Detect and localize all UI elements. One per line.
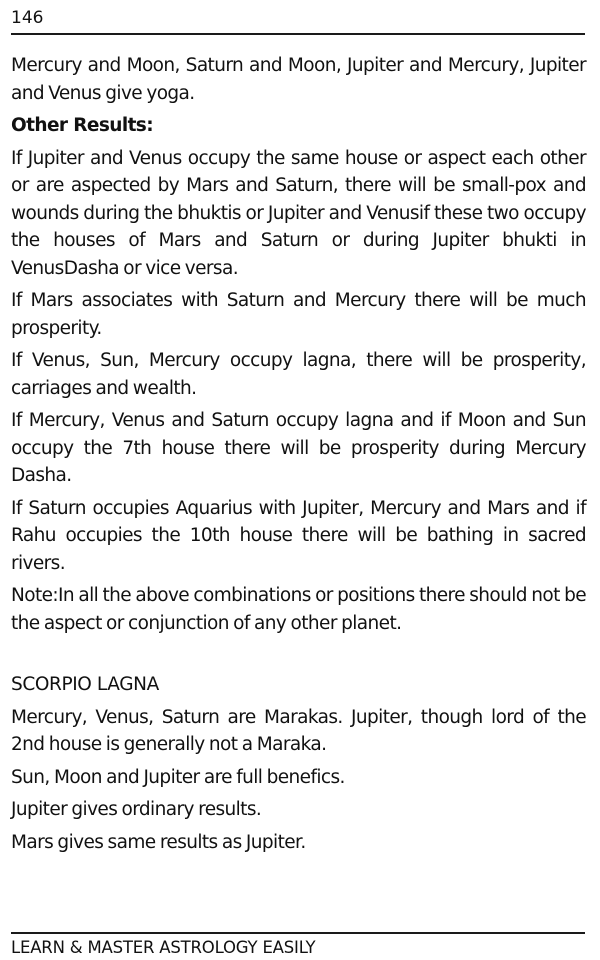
paragraph: Mercury, Venus, Saturn are Marakas. Jupiter, though lord of the 2nd house is generally not a Maraka. [11, 706, 586, 755]
paragraph: Mars gives same results as Jupiter. [11, 831, 306, 853]
header-rule [11, 33, 585, 35]
paragraph: If Mercury, Venus and Saturn occupy lagna and if Moon and Sun occupy the 7th house there will be prosperity during Mercury Dasha. [11, 410, 586, 486]
paragraph: Jupiter gives ordinary results. [11, 799, 262, 820]
paragraph: If Saturn occupies Aquarius with Jupiter, Mercury and Mars and if Rahu occupies the 10th house there will be bathing in sacred rivers. [11, 497, 586, 574]
footer-rule [11, 932, 585, 934]
page-body [11, 52, 586, 861]
paragraph: If Jupiter and Venus occupy the same house or aspect each other or are aspected by Mars and Saturn, there will be small-pox and wounds during the bhuktis or Jupiter and Venusif these two occupy the houses of Mars and Saturn or during Jupiter bhukti in VenusDasha or vice versa. [11, 147, 586, 279]
page-number: 146 [11, 8, 44, 28]
paragraph: Mercury and Moon, Saturn and Moon, Jupiter and Mercury, Jupiter and Venus give yoga. [11, 55, 586, 104]
paragraph: If Venus, Sun, Mercury occupy lagna, there will be prosperity, carriages and wealth. [11, 350, 586, 399]
paragraph: If Mars associates with Saturn and Mercury there will be much prosperity. [11, 290, 586, 339]
section-heading-other-results: Other Results: [11, 115, 154, 136]
running-footer: LEARN & MASTER ASTROLOGY EASILY [11, 938, 316, 957]
paragraph: Sun, Moon and Jupiter are full benefics. [11, 766, 345, 788]
paragraph: Note:In all the above combinations or positions there should not be the aspect or conjunction of any other planet. [11, 585, 586, 634]
section-heading-scorpio-lagna: SCORPIO LAGNA [11, 674, 159, 695]
